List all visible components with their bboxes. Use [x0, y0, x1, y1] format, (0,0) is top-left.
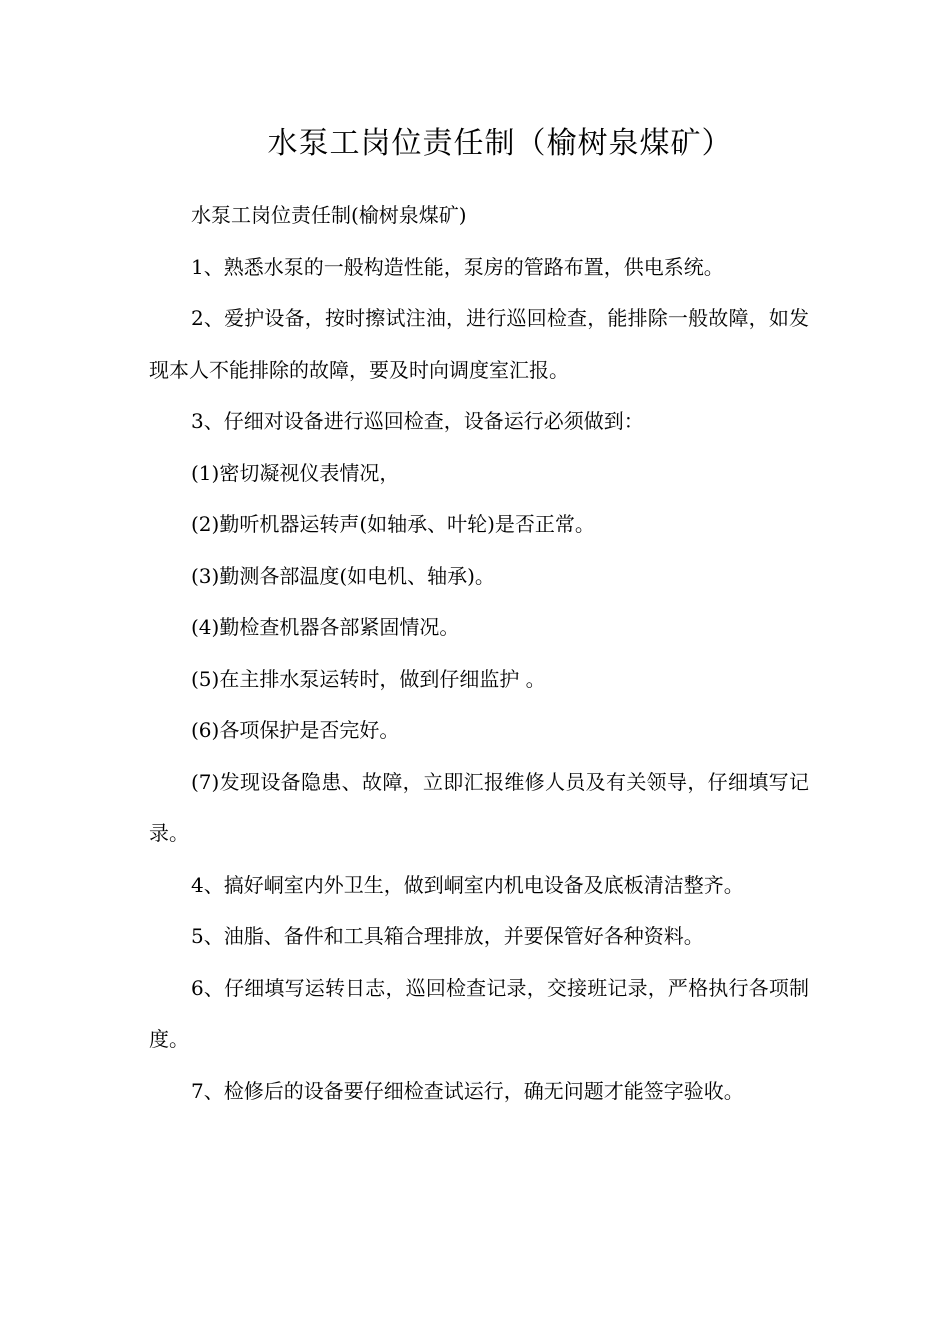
paragraph-item-7: 7、检修后的设备要仔细检查试运行，确无问题才能签字验收。 [191, 1078, 744, 1103]
paragraph-item-1: 1、熟悉水泵的一般构造性能，泵房的管路布置，供电系统。 [191, 254, 724, 279]
document-title: 水泵工岗位责任制（榆树泉煤矿） [267, 126, 733, 161]
paragraph-item-6: 6、仔细填写运转日志，巡回检查记录，交接班记录，严格执行各项制度。 [149, 975, 809, 1051]
paragraph-subitem-6: (6)各项保护是否完好。 [191, 718, 400, 742]
paragraph-subitem-5: (5)在主排水泵运转时，做到仔细监护 。 [191, 666, 546, 691]
paragraph-item-5: 5、油脂、备件和工具箱合理排放，并要保管好各种资料。 [191, 924, 704, 948]
paragraph-subitem-4: (4)勤检查机器各部紧固情况。 [191, 615, 460, 639]
paragraph-subitem-3: (3)勤测各部温度(如电机、轴承)。 [191, 563, 495, 588]
paragraph-subitem-7: (7)发现设备隐患、故障，立即汇报维修人员及有关领导，仔细填写记录。 [149, 769, 809, 845]
paragraph-subitem-2: (2)勤听机器运转声(如轴承、叶轮)是否正常。 [191, 512, 595, 536]
paragraph-heading: 水泵工岗位责任制(榆树泉煤矿) [191, 203, 467, 227]
paragraph-item-2: 2、爱护设备，按时擦试注油，进行巡回检查，能排除一般故障，如发现本人不能排除的故障，要及时向调度室汇报。 [149, 306, 809, 382]
paragraph-item-4: 4、搞好峒室内外卫生，做到峒室内机电设备及底板清洁整齐。 [191, 872, 744, 897]
paragraph-item-3: 3、仔细对设备进行巡回检查，设备运行必须做到： [191, 409, 644, 433]
document-body [149, 190, 809, 1117]
paragraph-subitem-1: (1)密切凝视仪表情况， [191, 460, 400, 485]
